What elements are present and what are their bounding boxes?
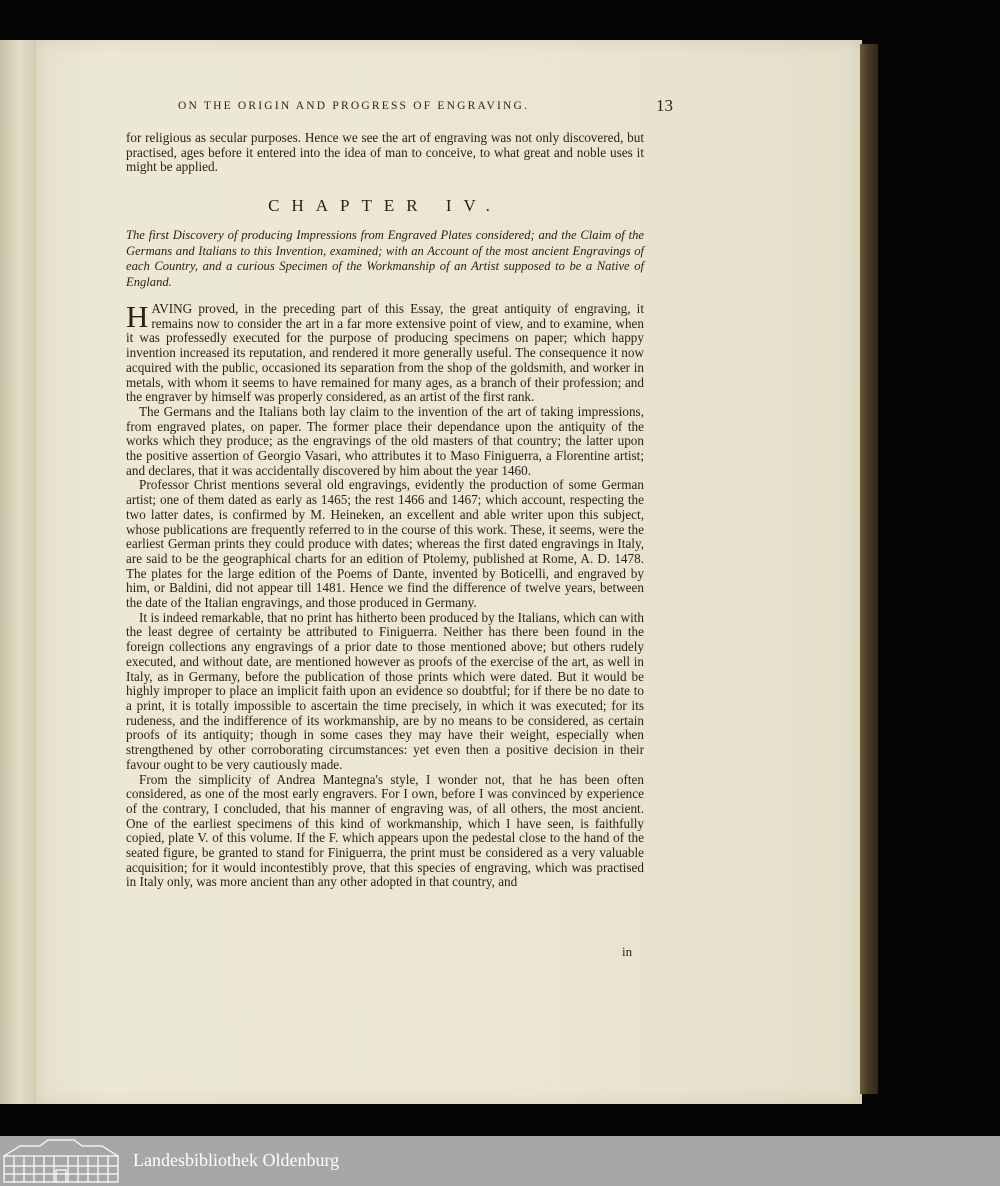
- footer-bar: [0, 1136, 1000, 1186]
- paragraph-5: From the simplicity of Andrea Mantegna's style, I wonder not, that he has been often considered, as one of the most early engravers. For I own, before I was convinced by experience of the contrary, I concluded, that his manner of engraving was, of all others, the most ancient. One of the earliest specimens of this kind of workmanship, which I have seen, is faithfully copied, plate V. of this volume. If the F. which appears upon the pedestal close to the hand of the seated figure, be granted to stand for Finiguerra, the print must be considered as a very valuable acquisition; for it would incontestibly prove, that this species of engraving, which was practised in Italy only, was more ancient than any other adopted in that country, and: [126, 771, 644, 890]
- intro-paragraph: [126, 131, 644, 175]
- book-spine: [860, 44, 878, 1094]
- paragraph-2: The Germans and the Italians both lay claim to the invention of the art of taking impressions, from engraved plates, on paper. The former place their dependance upon the antiquity of the works which they produce; as the engravings of the old masters of that country; the latter upon the positive assertion of Georgio Vasari, who attributes it to Maso Finiguerra, a Florentine artist; and declares, that it was accidentally discovered by him about the year 1460.: [126, 403, 644, 478]
- chapter-summary: The first Discovery of producing Impressions from Engraved Plates considered; and the Claim of the Germans and Italians to this Invention, examined; with an Account of the most ancient Engravings of each Country, and a curious Specimen of the Workmanship of an Artist supposed to be a Native of England.: [126, 228, 644, 289]
- body-text: [126, 299, 644, 890]
- paragraph-1: [126, 299, 644, 405]
- intro-text: for religious as secular purposes. Hence we see the art of engraving was not only discovered, but practised, ages before it entered into the idea of man to conceive, to what great and noble uses it might be applied.: [126, 130, 644, 175]
- drop-cap: H: [126, 299, 149, 334]
- catchword: in: [622, 944, 633, 959]
- library-name: Landesbibliothek Oldenburg: [133, 1150, 340, 1170]
- paragraph-3: Professor Christ mentions several old engravings, evidently the production of some German artist; one of them dated as early as 1465; the rest 1466 and 1467; which account, respecting the two latter dates, is confirmed by M. Heineken, an excellent and able writer upon this subject, whose publications are frequently referred to in the course of this work. These, it seems, were the earliest German prints they could produce with dates; whereas the first dated engravings in Italy, are said to be the geographical charts for an edition of Ptolemy, published at Rome, A. D. 1478. The plates for the large edition of the Poems of Dante, invented by Boticelli, and engraved by him, or Baldini, did not appear till 1481. Hence we find the difference of twelve years, between the date of the Italian engravings, and those produced in Germany.: [126, 477, 644, 611]
- facing-page-edge: [0, 40, 37, 1104]
- library-building-icon: [0, 1138, 122, 1184]
- page-number: 13: [656, 96, 673, 115]
- chapter-title: CHAPTER IV.: [268, 196, 502, 215]
- running-head: ON THE ORIGIN AND PROGRESS OF ENGRAVING.: [178, 100, 530, 112]
- paragraph-4: It is indeed remarkable, that no print has hitherto been produced by the Italians, which can with the least degree of certainty be attributed to Finiguerra. Neither has there been found in the foreign collections any engravings of a prior date to those mentioned above; but others rudely executed, and without date, are mentioned however as proofs of the exercise of the art, as well in Italy, as in Germany, before the publication of those prints which were dated. But it would be highly improper to place an implicit faith upon an evidence so doubtful; for if there be no date to a print, it is totally impossible to ascertain the time precisely, in which it was executed; for its rudeness, and the indifference of its workmanship, are by no means to be considered, as certain proofs of its antiquity; though in some cases they may have their weight, especially when strengthened by other corroborating circumstances: yet even then a positive decision in their favour ought to be very cautiously made.: [126, 609, 644, 772]
- paragraph-1-text: AVING proved, in the preceding part of this Essay, the great antiquity of engraving, it remains now to consider the art in a far more extensive point of view, and to examine, when it was professedly executed for the purpose of producing specimens on paper; which happy invention increased its reputation, and rendered it more generally useful. The consequence it now acquired with the public, occasioned its separation from the shop of the goldsmith, and worker in metals, with whom it seems to have remained for many ages, as a branch of their profession; and the engraver by himself was properly considered, as an artist of the first rank.: [126, 301, 644, 405]
